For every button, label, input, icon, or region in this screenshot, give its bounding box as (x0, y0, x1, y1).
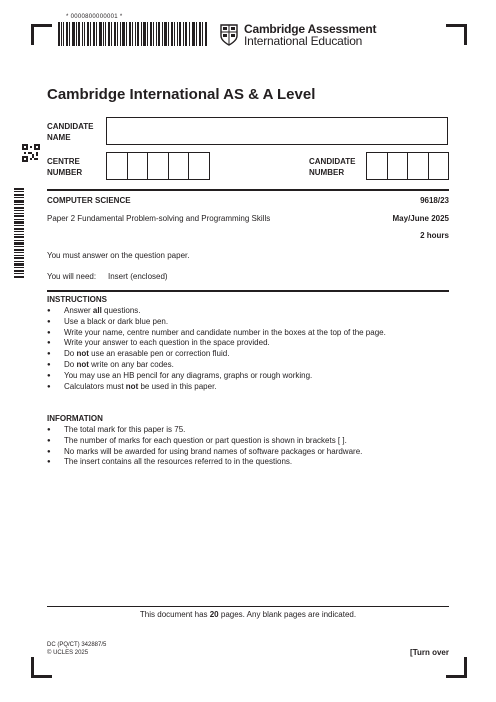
information-list (47, 425, 447, 468)
list-item: ● Do not use an erasable pen or correction fluid. (47, 349, 447, 360)
session: May/June 2025 (392, 214, 449, 223)
list-item: ● You may use an HB pencil for any diagrams, graphs or rough working. (47, 371, 447, 382)
crest-icon (220, 24, 238, 46)
page-count-note: This document has 20 pages. Any blank pages are indicated. (139, 610, 357, 619)
divider (47, 290, 449, 292)
list-item: ● Do not write on any bar codes. (47, 360, 447, 371)
divider (47, 189, 449, 191)
candidate-name-field[interactable] (106, 117, 448, 145)
list-item: ● Answer all questions. (47, 306, 447, 317)
candidate-number-field[interactable] (366, 152, 449, 180)
barcode-top (58, 22, 208, 46)
logo-line-1: Cambridge Assessment (244, 22, 377, 36)
information-heading: INFORMATION (47, 414, 103, 423)
cambridge-logo (220, 20, 380, 50)
turn-over: [Turn over (410, 648, 449, 657)
footer-divider (47, 606, 449, 607)
subject: COMPUTER SCIENCE (47, 196, 131, 205)
duration: 2 hours (420, 231, 449, 240)
document-code: DC (PQ/CT) 342887/5 (47, 642, 107, 648)
list-item: ● The number of marks for each question or part question is shown in brackets [ ]. (47, 436, 447, 447)
qr-code (22, 144, 40, 162)
list-item: ● Calculators must not be used in this paper. (47, 382, 447, 393)
candidate-number-label: CANDIDATE NUMBER (309, 157, 356, 177)
list-item: ● The insert contains all the resources referred to in the questions. (47, 457, 447, 468)
list-item: ● Use a black or dark blue pen. (47, 317, 447, 328)
centre-number-field[interactable] (106, 152, 210, 180)
instructions-list (47, 306, 447, 392)
crop-mark-bottom-right (446, 657, 467, 678)
answer-instruction: You must answer on the question paper. (47, 251, 190, 260)
list-item: ● No marks will be awarded for using brand names of software packages or hardware. (47, 447, 447, 458)
you-will-need-label: You will need: (47, 272, 97, 281)
copyright: © UCLES 2025 (47, 650, 89, 656)
page-title: Cambridge International AS & A Level (47, 86, 316, 103)
candidate-name-label: CANDIDATE NAME (47, 122, 94, 142)
centre-number-label: CENTRE NUMBER (47, 157, 83, 177)
crop-mark-top-right (446, 24, 467, 45)
barcode-number: * 0000800000001 * (66, 14, 123, 20)
you-will-need-value: Insert (enclosed) (108, 272, 168, 281)
crop-mark-bottom-left (31, 657, 52, 678)
instructions-heading: INSTRUCTIONS (47, 295, 107, 304)
paper-title: Paper 2 Fundamental Problem-solving and Programming Skills (47, 214, 271, 223)
list-item: ● The total mark for this paper is 75. (47, 425, 447, 436)
list-item: ● Write your name, centre number and candidate number in the boxes at the top of the page. (47, 328, 447, 339)
crop-mark-top-left (31, 24, 52, 45)
side-barcode (14, 188, 24, 280)
list-item: ● Write your answer to each question in the space provided. (47, 338, 447, 349)
logo-line-2: International Education (244, 34, 363, 48)
paper-code: 9618/23 (420, 196, 449, 205)
